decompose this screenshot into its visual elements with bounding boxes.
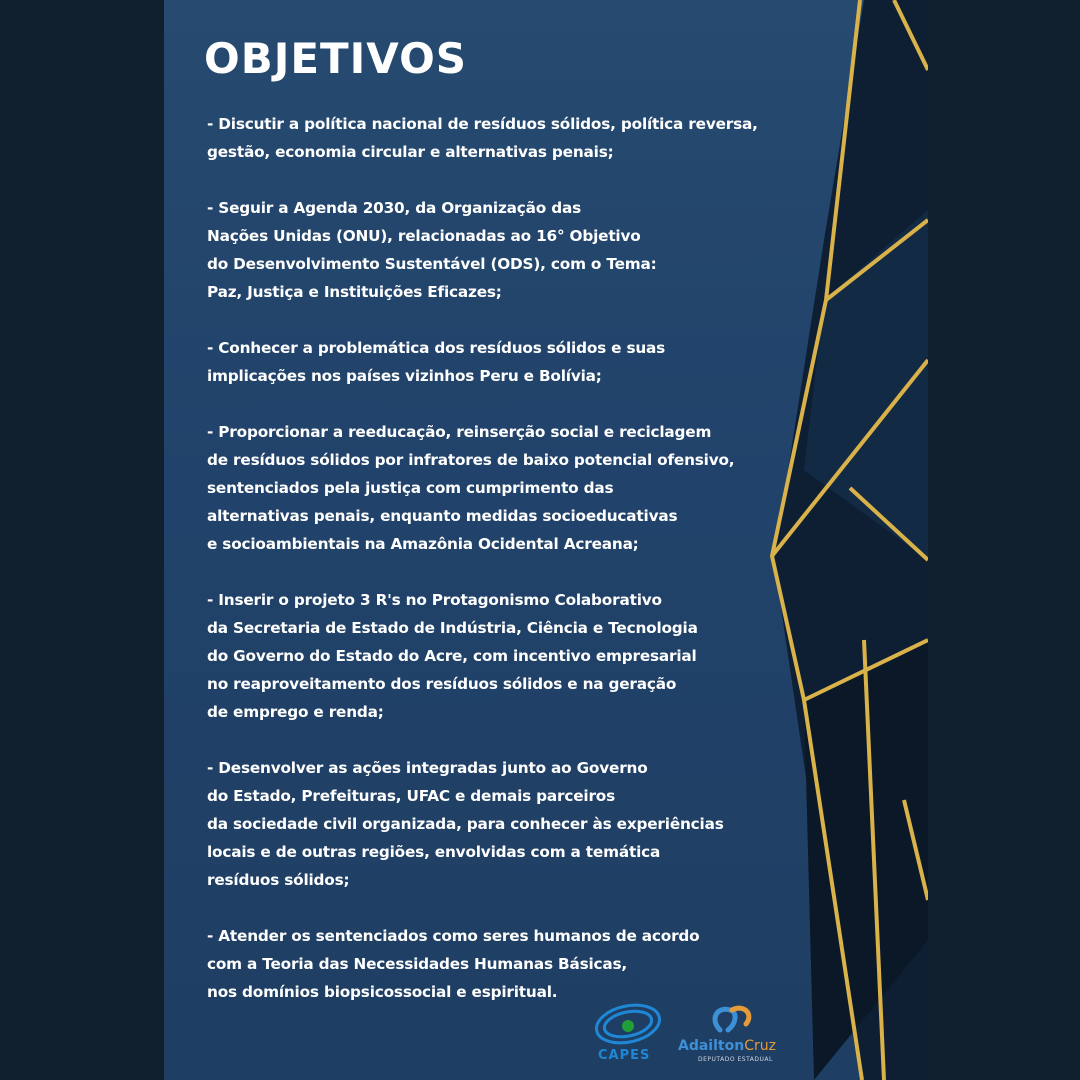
objective-line: do Governo do Estado do Acre, com incentivo empresarial: [207, 647, 697, 665]
objective-line: - Inserir o projeto 3 R's no Protagonismo Colaborativo: [207, 591, 662, 609]
objective-item: [207, 418, 807, 558]
objective-line: locais e de outras regiões, envolvidas com a temática: [207, 843, 661, 861]
deputy-first-name: Adailton: [678, 1038, 745, 1054]
objective-line: do Desenvolvimento Sustentável (ODS), com o Tema:: [207, 255, 657, 273]
objective-line: - Proporcionar a reeducação, reinserção social e reciclagem: [207, 423, 712, 441]
objective-item: [207, 194, 807, 306]
objective-line: de resíduos sólidos por infratores de baixo potencial ofensivo,: [207, 451, 735, 469]
adailton-cruz-emblem-icon: [704, 1002, 764, 1038]
objective-line: implicações nos países vizinhos Peru e Bolívia;: [207, 367, 602, 385]
deputy-last-name: Cruz: [744, 1038, 776, 1054]
poster: [164, 0, 928, 1080]
objective-item: [207, 922, 807, 1006]
capes-logo: [594, 998, 666, 1070]
objective-line: - Desenvolver as ações integradas junto ao Governo: [207, 759, 648, 777]
objective-line: - Atender os sentenciados como seres humanos de acordo: [207, 927, 700, 945]
objective-item: [207, 334, 807, 390]
objective-line: - Conhecer a problemática dos resíduos sólidos e suas: [207, 339, 666, 357]
objective-line: da sociedade civil organizada, para conhecer às experiências: [207, 815, 724, 833]
logo-bar: [594, 998, 794, 1074]
objective-line: Nações Unidas (ONU), relacionadas ao 16° Objetivo: [207, 227, 641, 245]
objective-line: com a Teoria das Necessidades Humanas Básicas,: [207, 955, 628, 973]
objectives-list: [207, 110, 807, 1034]
objective-line: nos domínios biopsicossocial e espiritual.: [207, 983, 558, 1001]
objective-line: alternativas penais, enquanto medidas socioeducativas: [207, 507, 678, 525]
objective-line: Paz, Justiça e Instituições Eficazes;: [207, 283, 502, 301]
deputy-name: [678, 1038, 776, 1054]
objective-line: e socioambientais na Amazônia Ocidental Acreana;: [207, 535, 639, 553]
objective-line: resíduos sólidos;: [207, 871, 350, 889]
deputy-role: DEPUTADO ESTADUAL: [698, 1056, 773, 1063]
objective-line: - Discutir a política nacional de resíduos sólidos, política reversa,: [207, 115, 758, 133]
objective-line: - Seguir a Agenda 2030, da Organização das: [207, 199, 582, 217]
page-title: OBJETIVOS: [204, 34, 468, 83]
objective-item: [207, 586, 807, 726]
objective-line: sentenciados pela justiça com cumprimento das: [207, 479, 614, 497]
objective-line: no reaproveitamento dos resíduos sólidos e na geração: [207, 675, 677, 693]
capes-label: CAPES: [598, 1048, 651, 1063]
objective-line: do Estado, Prefeituras, UFAC e demais parceiros: [207, 787, 616, 805]
adailton-cruz-logo: [678, 1002, 788, 1072]
objective-line: da Secretaria de Estado de Indústria, Ciência e Tecnologia: [207, 619, 698, 637]
capes-emblem-icon: [594, 998, 666, 1050]
objective-line: gestão, economia circular e alternativas penais;: [207, 143, 614, 161]
objective-line: de emprego e renda;: [207, 703, 384, 721]
objective-item: [207, 754, 807, 894]
objective-item: [207, 110, 807, 166]
